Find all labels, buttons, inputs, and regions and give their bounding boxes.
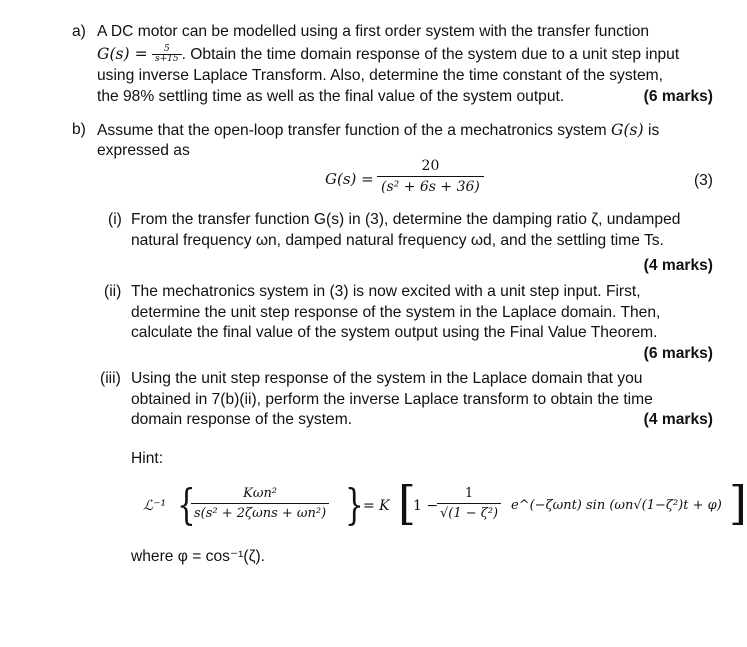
sub-ii-line-2: determine the unit step response of the system in the Laplace domain. Then, [131, 304, 661, 321]
part-a-marks: (6 marks) [643, 88, 713, 105]
sub-i-label: (i) [108, 211, 122, 228]
sub-iii-line-3: domain response of the system. [131, 411, 353, 428]
part-a-line-3: using inverse Laplace Transform. Also, determine the time constant of the system, [97, 67, 663, 84]
hint-equals-k: = K [363, 498, 390, 514]
tf-numerator: 5 [163, 44, 170, 55]
part-a-line-1: A DC motor can be modelled using a first order system with the transfer function [97, 23, 650, 40]
part-a-line-4: the 98% settling time as well as the final value of the system output. [97, 88, 565, 105]
sub-iii-line-2: obtained in 7(b)(ii), perform the inverse Laplace transform to obtain the time [131, 391, 653, 408]
part-a-label: a) [72, 23, 86, 40]
sub-iii-label: (iii) [100, 370, 121, 387]
part-b-gs: G(s) [611, 121, 644, 139]
part-b-line-1-text: Assume that the open-loop transfer function of the a mechatronics system [97, 122, 607, 139]
hint-rhs-fraction [437, 484, 501, 523]
equation-3-number: (3) [693, 172, 713, 189]
hint-exponential-sine: e^(−ζωnt) sin (ωn√(1−ζ²)t + φ) [511, 498, 722, 513]
hint-lhs-numerator: Kωn² [243, 486, 278, 501]
sub-ii-marks: (6 marks) [643, 345, 713, 362]
left-bracket: [ [398, 476, 416, 530]
sub-i-line-1: From the transfer function G(s) in (3), determine the damping ratio ζ, undamped [131, 211, 681, 228]
transfer-function-fraction [152, 45, 182, 64]
laplace-operator: ℒ⁻¹ [143, 498, 167, 514]
sub-iii-marks: (4 marks) [643, 411, 713, 428]
sub-iii-line-1: Using the unit step response of the system in the Laplace domain that you [131, 370, 643, 387]
tf-denominator: s+15 [152, 54, 182, 64]
hint-where: where φ = cos⁻¹(ζ). [131, 548, 265, 565]
part-a-line-2-text: . Obtain the time domain response of the system due to a unit step input [181, 46, 680, 63]
left-brace: { [177, 480, 196, 529]
hint-lhs-denominator: s(s² + 2ζωns + ωn²) [191, 503, 329, 523]
hint-label: Hint: [131, 450, 164, 467]
sub-ii-line-1: The mechatronics system in (3) is now excited with a unit step input. First, [131, 283, 641, 300]
equation-3-lhs: G(s) = [325, 170, 374, 188]
hint-equation [143, 476, 747, 540]
hint-one-minus: 1 − [413, 498, 439, 514]
right-brace: } [345, 480, 364, 529]
right-bracket: ] [729, 476, 747, 530]
hint-rhs-denominator: √(1 − ζ²) [437, 503, 501, 523]
equation-3-denominator: (s² + 6s + 36) [377, 176, 484, 197]
transfer-function-lhs: G(s) = [97, 45, 148, 63]
hint-rhs-numerator: 1 [464, 486, 474, 501]
part-a-line-2 [97, 44, 679, 65]
sub-i-marks: (4 marks) [643, 257, 713, 274]
equation-3-numerator: 20 [421, 158, 440, 174]
sub-i-line-2: natural frequency ωn, damped natural frequency ωd, and the settling time Ts. [131, 232, 664, 249]
part-b-label: b) [72, 121, 86, 138]
part-b-line-2: expressed as [97, 142, 190, 159]
sub-ii-label: (ii) [104, 283, 122, 300]
sub-ii-line-3: calculate the final value of the system output using the Final Value Theorem. [131, 324, 658, 341]
part-b-line-1-end: is [648, 122, 660, 139]
hint-lhs-fraction [191, 484, 329, 523]
part-b-line-1 [97, 120, 659, 141]
equation-3-fraction [377, 156, 484, 197]
